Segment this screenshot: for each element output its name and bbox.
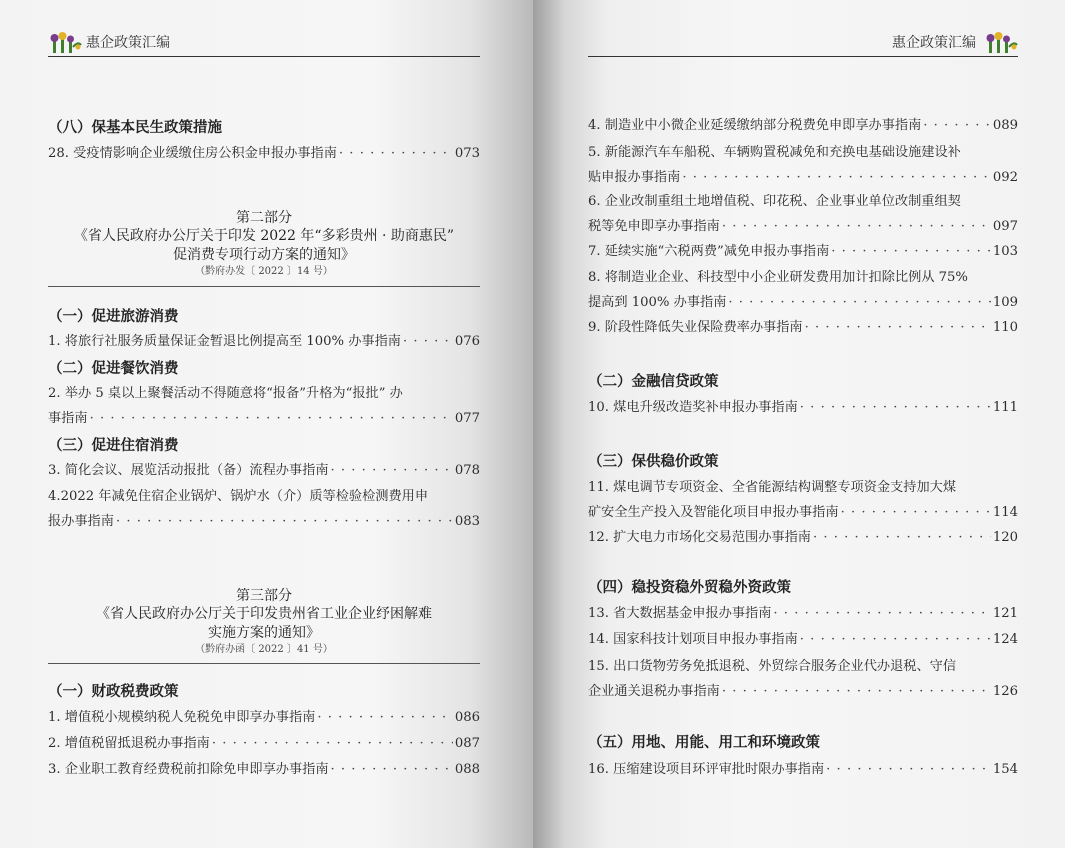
toc-entry[interactable]: 14. 国家科技计划项目申报办事指南 · · · 124 (588, 628, 1018, 653)
toc-entry[interactable]: 3. 简化会议、展览活动报批（备）流程办事指南 · · · 078 (48, 459, 480, 484)
section-heading: （八）保基本民生政策措施 (48, 120, 222, 136)
toc-entry[interactable]: 2. 举办 5 桌以上聚餐活动不得随意将“报备”升格为“报批” 办 事指南 · · · 077 (48, 382, 480, 431)
section-heading: （四）稳投资稳外贸稳外资政策 (588, 580, 791, 596)
toc-entry[interactable]: 13. 省大数据基金申报办事指南 · · · 121 (588, 602, 1018, 627)
toc-entry[interactable]: 3. 企业职工教育经费税前扣除免申即享办事指南 · · · 088 (48, 758, 480, 783)
toc-entry[interactable]: 6. 企业改制重组土地增值税、印花税、企业事业单位改制重组契 税等免申即享办事指南 · · · 097 (588, 190, 1018, 239)
toc-entry[interactable]: 5. 新能源汽车车船税、车辆购置税减免和充换电基础设施建设补 贴申报办事指南 · · · 092 (588, 141, 1018, 190)
section-heading: （二）金融信贷政策 (588, 374, 719, 390)
section-heading: （一）促进旅游消费 (48, 309, 179, 325)
section-heading: （一）财政税费政策 (48, 684, 179, 700)
part-three-heading: 第三部分 《省人民政府办公厅关于印发贵州省工业企业纾困解难 实施方案的通知》 （黔府办函〔 2022 〕41 号） (96, 588, 432, 655)
toc-entry[interactable]: 16. 压缩建设项目环评审批时限办事指南 · · · 154 (588, 758, 1018, 783)
toc-entry[interactable]: 28. 受疫情影响企业缓缴住房公积金申报办事指南 · · · 073 (48, 142, 480, 167)
toc-entry[interactable]: 2. 增值税留抵退税办事指南 · · · 087 (48, 732, 480, 757)
header-title: 惠企政策汇编 (892, 35, 976, 51)
divider (48, 286, 480, 287)
header-title: 惠企政策汇编 (86, 35, 170, 51)
toc-entry[interactable]: 7. 延续实施“六税两费”减免申报办事指南 · · · 103 (588, 240, 1018, 265)
toc-entry[interactable]: 15. 出口货物劳务免抵退税、外贸综合服务企业代办退税、守信 企业通关退税办事指南 · · · 126 (588, 655, 1018, 704)
section-heading: （二）促进餐饮消费 (48, 361, 179, 377)
toc-entry[interactable]: 9. 阶段性降低失业保险费率办事指南 · · · 110 (588, 316, 1018, 341)
toc-entry[interactable]: 4.2022 年减免住宿企业锅炉、锅炉水（介）质等检验检测费用申 报办事指南 · · · 083 (48, 485, 480, 534)
section-heading: （三）促进住宿消费 (48, 438, 179, 454)
right-page (533, 0, 1065, 848)
toc-entry[interactable]: 1. 将旅行社服务质量保证金暂退比例提高至 100% 办事指南 · · · 076 (48, 330, 480, 355)
section-heading: （三）保供稳价政策 (588, 454, 719, 470)
toc-entry[interactable]: 11. 煤电调节专项资金、全省能源结构调整专项资金支持加大煤 矿安全生产投入及智能化项目申报办事指南 · · · 114 (588, 476, 1018, 525)
part-two-heading: 第二部分 《省人民政府办公厅关于印发 2022 年“多彩贵州 · 助商惠民” 促消费专项行动方案的通知》 （黔府办发〔 2022 〕14 号） (73, 210, 455, 277)
toc-entry[interactable]: 12. 扩大电力市场化交易范围办事指南 · · · 120 (588, 526, 1018, 551)
section-heading: （五）用地、用能、用工和环境政策 (588, 735, 820, 751)
toc-entry[interactable]: 8. 将制造业企业、科技型中小企业研发费用加计扣除比例从 75% 提高到 100% 办事指南 · · · 109 (588, 266, 1018, 315)
toc-entry[interactable]: 10. 煤电升级改造奖补申报办事指南 · · · 111 (588, 396, 1018, 421)
toc-entry[interactable]: 4. 制造业中小微企业延缓缴纳部分税费免申即享办事指南 · · · 089 (588, 114, 1018, 139)
divider (48, 663, 480, 664)
toc-entry[interactable]: 1. 增值税小规模纳税人免税免申即享办事指南 · · · 086 (48, 706, 480, 731)
